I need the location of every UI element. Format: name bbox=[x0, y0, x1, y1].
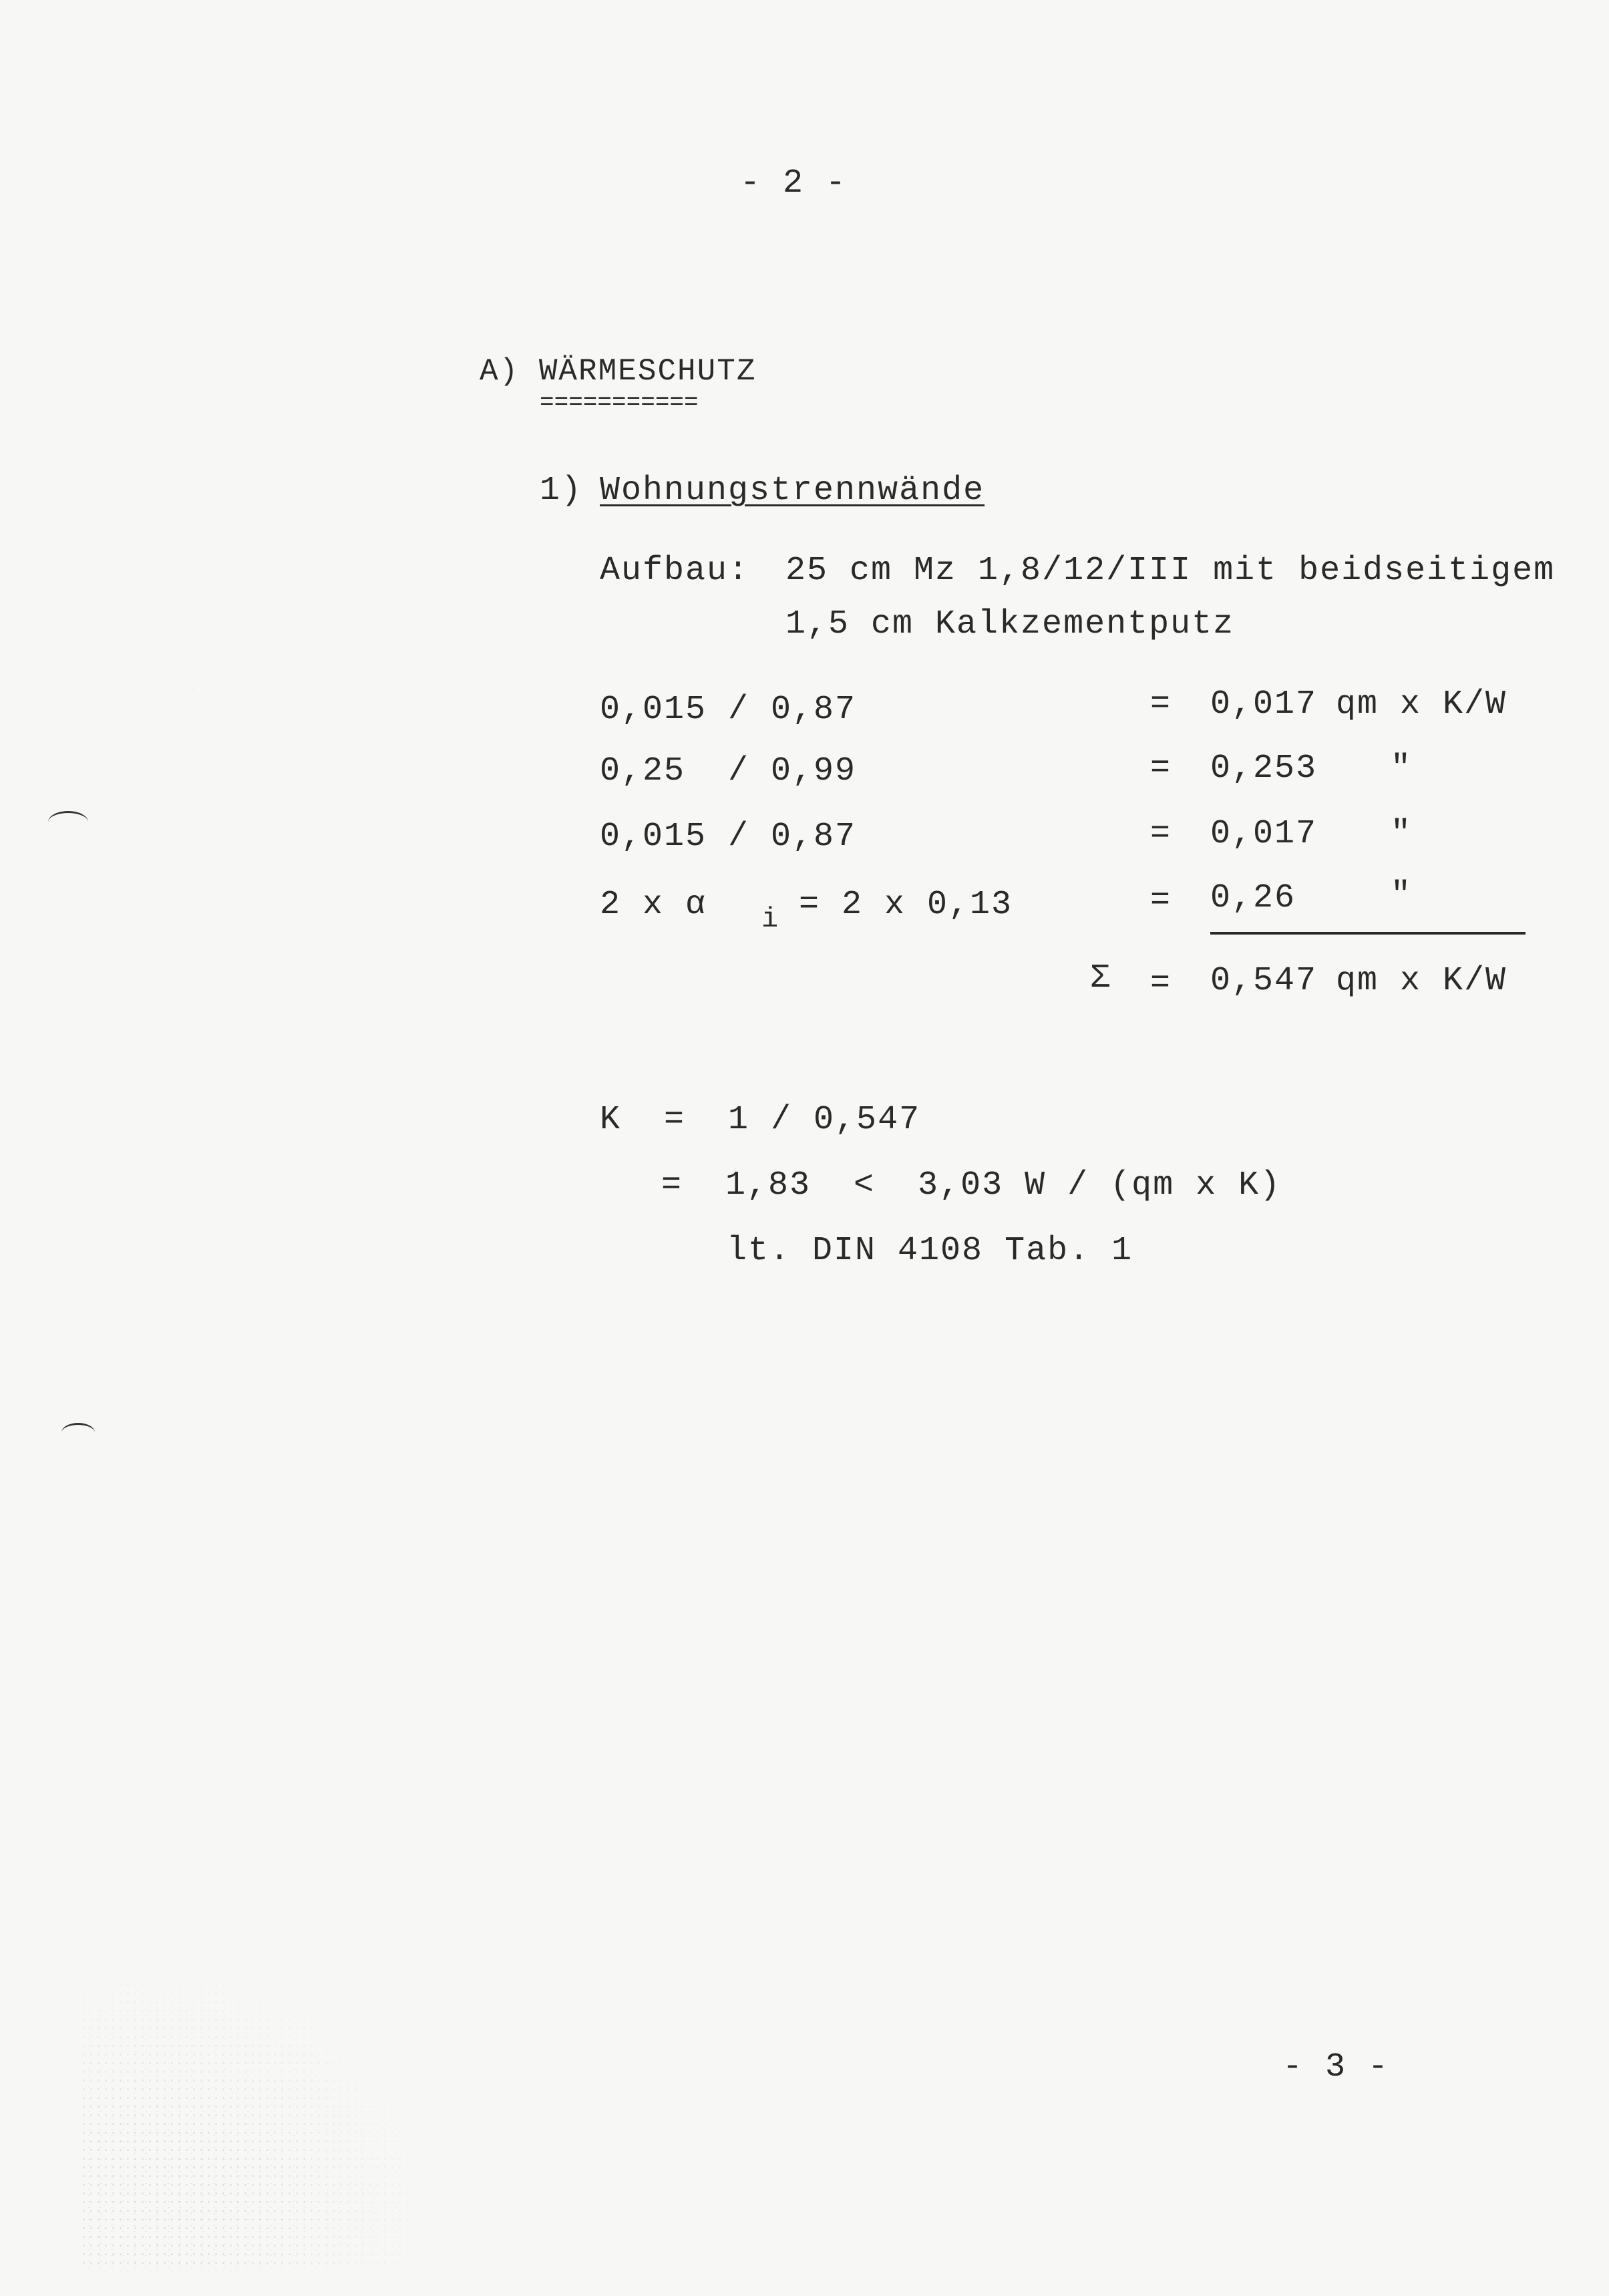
calc-row-2-eq: = bbox=[1150, 750, 1172, 788]
sum-result: 0,547 bbox=[1210, 962, 1318, 1000]
sum-unit: qm x K/W bbox=[1336, 962, 1507, 1000]
page-number: - 2 - bbox=[740, 164, 848, 202]
calc-row-4-unit: " bbox=[1391, 876, 1413, 915]
calc-row-4-expr-rest: = 2 x 0,13 bbox=[799, 886, 1013, 924]
calc-row-3-result: 0,017 bbox=[1210, 815, 1318, 853]
calc-row-1-eq: = bbox=[1150, 685, 1172, 723]
calc-row-4-expr: 2 x α bbox=[600, 886, 707, 924]
calc-row-2-result: 0,253 bbox=[1210, 750, 1318, 788]
calc-row-1-expr: 0,015 / 0,87 bbox=[600, 691, 857, 729]
calc-row-4-eq: = bbox=[1150, 882, 1172, 920]
calc-row-1-result: 0,017 bbox=[1210, 685, 1318, 723]
calc-row-4-result: 0,26 bbox=[1210, 879, 1296, 917]
calc-row-2-unit: " bbox=[1391, 750, 1413, 788]
hole-punch-mark-upper bbox=[48, 811, 88, 833]
calc-row-1-unit: qm x K/W bbox=[1336, 685, 1507, 723]
aufbau-line-1: 25 cm Mz 1,8/12/III mit beidseitigem bbox=[785, 552, 1556, 590]
hole-punch-mark-lower bbox=[61, 1423, 95, 1442]
k-value-line-1: K = 1 / 0,547 bbox=[600, 1101, 921, 1139]
k-value-line-2: = 1,83 < 3,03 W / (qm x K) bbox=[661, 1166, 1282, 1204]
section-title: A) WÄRMESCHUTZ bbox=[480, 354, 757, 389]
aufbau-line-2: 1,5 cm Kalkzementputz bbox=[785, 605, 1235, 643]
section-title-underline: =========== bbox=[540, 389, 699, 416]
sum-symbol: Σ bbox=[1090, 959, 1112, 997]
sum-rule bbox=[1210, 932, 1526, 935]
next-page-marker: - 3 - bbox=[1282, 2048, 1390, 2086]
calc-row-2-expr: 0,25 / 0,99 bbox=[600, 752, 857, 790]
calc-row-3-eq: = bbox=[1150, 815, 1172, 853]
calc-row-3-unit: " bbox=[1391, 815, 1413, 853]
calc-row-4-subscript: i bbox=[761, 903, 780, 935]
subsection-title: Wohnungstrennwände bbox=[600, 472, 985, 510]
calc-row-3-expr: 0,015 / 0,87 bbox=[600, 818, 857, 856]
k-value-reference: lt. DIN 4108 Tab. 1 bbox=[727, 1232, 1133, 1270]
scan-noise bbox=[80, 1937, 454, 2271]
subsection-number: 1) bbox=[540, 472, 583, 510]
aufbau-label: Aufbau: bbox=[600, 552, 750, 590]
sum-eq: = bbox=[1150, 965, 1172, 1003]
